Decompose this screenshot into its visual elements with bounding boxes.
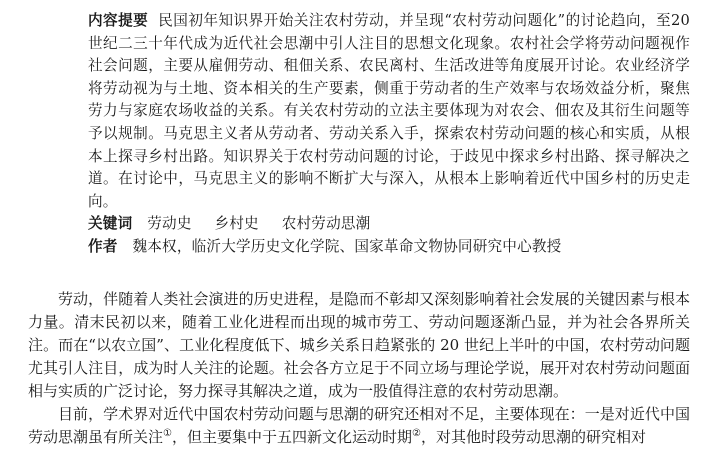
author-text: 魏本权，临沂大学历史文化学院、国家革命文物协同研究中心教授 — [132, 237, 562, 255]
author-line — [88, 236, 690, 259]
keyword-item: 乡村史 — [214, 215, 259, 233]
body-paragraph-2-part-b: ，但主要集中于五四新文化运动时期 — [171, 428, 412, 446]
keywords-label: 关键词 — [88, 215, 133, 233]
body-paragraph-2-part-a: 目前，学术界对近代中国农村劳动问题与思潮的研究还相对不足，主要体现在：一是对近代中国劳动思潮虽有所关注 — [28, 405, 690, 446]
footnote-ref-1[interactable]: ① — [163, 428, 172, 439]
keywords-line — [88, 213, 690, 236]
body-paragraph-1: 劳动，伴随着人类社会演进的历史进程，是隐而不彰却又深刻影响着社会发展的关键因素与根本力量。清末民初以来，随着工业化进程而出现的城市劳工、劳动问题逐渐凸显，并为社会各界所关注。而在“以农立国”、工业化程度低下、城乡关系日趋紧张的 20 世纪上半叶的中国，农村劳动问题尤其引人注目，成为时人关注的论题。社会各方立足于不同立场与理论学说，展开对农村劳动问题面相与实质的广泛讨论，努力探寻其解决之道，成为一股值得注意的农村劳动思潮。 — [28, 290, 690, 400]
author-label: 作者 — [88, 237, 118, 255]
abstract-block — [88, 10, 690, 259]
main-body — [28, 288, 690, 449]
keyword-item: 劳动史 — [147, 215, 192, 233]
body-paragraph-2 — [28, 403, 690, 449]
footnote-ref-2[interactable]: ② — [412, 428, 421, 439]
abstract-text: 民国初年知识界开始关注农村劳动，并呈现“农村劳动问题化”的讨论趋向，至20世纪二三十年代成为近代社会思潮中引人注目的思想文化现象。农村社会学将劳动问题视作社会问题，主要从雇佣劳动、租佃关系、农民离村、生活改进等角度展开讨论。农业经济学将劳动视为与土地、资本相关的生产要素，侧重于劳动者的生产效率与农场效益分析，聚焦劳力与家庭农场收益的关系。有关农村劳动的立法主要体现为对农会、佃农及其衍生问题等予以规制。马克思主义者从劳动者、劳动关系入手，探索农村劳动问题的核心和实质，从根本上探寻乡村出路。知识界关于农村劳动问题的讨论，于歧见中探求乡村出路、探寻解决之道。在讨论中，马克思主义的影响不断扩大与深入，从根本上影响着近代中国乡村的历史走向。 — [88, 12, 690, 210]
body-paragraph-2-part-c: ，对其他时段劳动思潮的研究相对 — [420, 428, 646, 446]
abstract-paragraph — [88, 10, 690, 213]
abstract-label: 内容提要 — [88, 12, 149, 29]
keyword-item: 农村劳动思潮 — [281, 215, 371, 233]
